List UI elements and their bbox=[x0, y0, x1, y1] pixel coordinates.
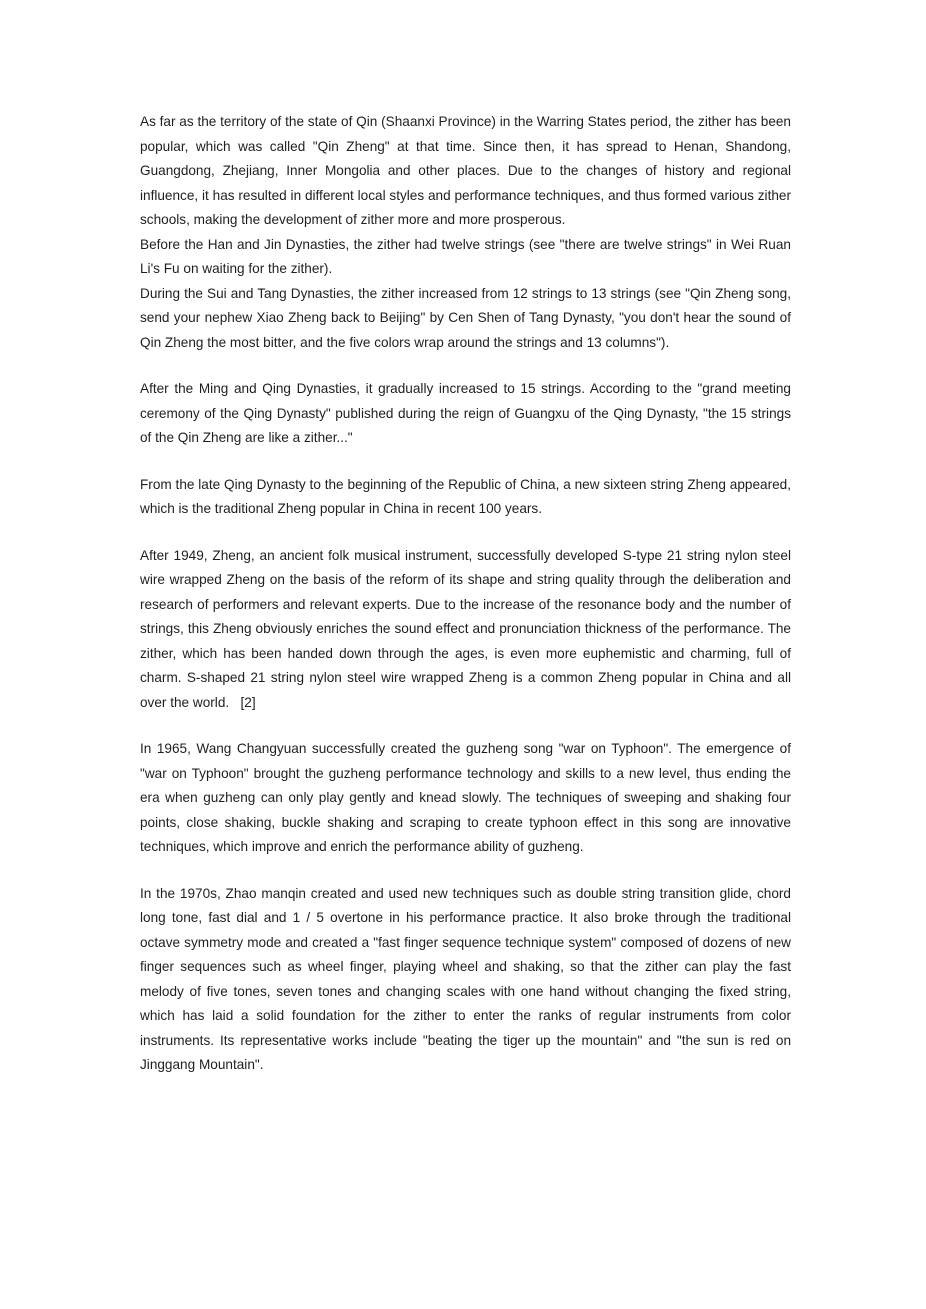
paragraph: After 1949, Zheng, an ancient folk musical instrument, successfully developed S-type 21 string nylon steel wire wrapped Zheng on the basis of the reform of its shape and string quality through the deliberation and research of performers and relevant experts. Due to the increase of the resonance body and the number of strings, this Zheng obviously enriches the sound effect and pronunciation thickness of the performance. The zither, which has been handed down through the ages, is even more euphemistic and charming, full of charm. S-shaped 21 string nylon steel wire wrapped Zheng is a common Zheng popular in China and all over the world. [2] bbox=[140, 547, 791, 710]
paragraph: As far as the territory of the state of Qin (Shaanxi Province) in the Warring States period, the zither has been popular, which was called "Qin Zheng" at that time. Since then, it has spread to Henan, Shandong, Guangdong, Zhejiang, Inner Mongolia and other places. Due to the changes of history and regional influence, it has resulted in different local styles and performance techniques, and thus formed various zither schools, making the development of zither more and more prosperous. bbox=[140, 114, 791, 227]
paragraph: In the 1970s, Zhao manqin created and used new techniques such as double string transition glide, chord long tone, fast dial and 1 / 5 overtone in his performance practice. It also broke through the traditional octave symmetry mode and created a "fast finger sequence technique system" composed of dozens of new finger sequences such as wheel finger, playing wheel and shaking, so that the zither can play the fast melody of five tones, seven tones and changing scales with one hand without changing the fixed string, which has laid a solid foundation for the zither to enter the ranks of regular instruments from color instruments. Its representative works include "beating the tiger up the mountain" and "the sun is red on Jinggang Mountain". bbox=[140, 885, 791, 1072]
paragraph: In 1965, Wang Changyuan successfully created the guzheng song "war on Typhoon". The emergence of "war on Typhoon" brought the guzheng performance technology and skills to a new level, thus ending the era when guzheng can only play gently and knead slowly. The techniques of sweeping and shaking four points, close shaking, buckle shaking and scraping to create typhoon effect in this song are innovative techniques, which improve and enrich the performance ability of guzheng. bbox=[140, 741, 791, 854]
document-body bbox=[140, 110, 791, 1078]
paragraph: From the late Qing Dynasty to the beginning of the Republic of China, a new sixteen string Zheng appeared, which is the traditional Zheng popular in China in recent 100 years. bbox=[140, 476, 791, 516]
paragraph: After the Ming and Qing Dynasties, it gradually increased to 15 strings. According to the "grand meeting ceremony of the Qing Dynasty" published during the reign of Guangxu of the Qing Dynasty, "the 15 strings of the Qin Zheng are like a zither..." bbox=[140, 381, 791, 445]
paragraph: Before the Han and Jin Dynasties, the zither had twelve strings (see "there are twelve strings" in Wei Ruan Li's Fu on waiting for the zither). bbox=[140, 236, 791, 276]
paragraph: During the Sui and Tang Dynasties, the zither increased from 12 strings to 13 strings (see "Qin Zheng song, send your nephew Xiao Zheng back to Beijing" by Cen Shen of Tang Dynasty, "you don't hear the sound of Qin Zheng the most bitter, and the five colors wrap around the strings and 13 columns"). bbox=[140, 285, 791, 350]
